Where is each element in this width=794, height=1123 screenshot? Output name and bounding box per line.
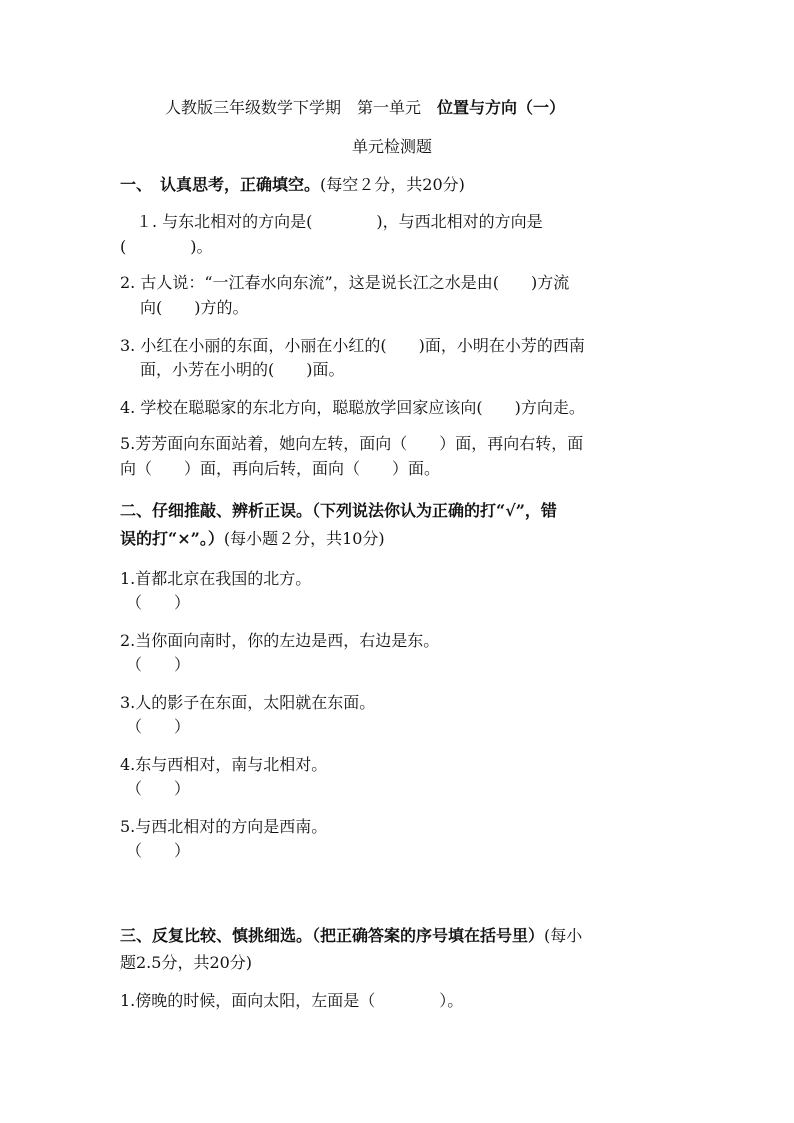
s1-q4-line1: 4. 学校在聪聪家的东北方向，聪聪放学回家应该向( )方向走。 [120,398,585,417]
s2-item-text: 4.东与西相对，南与北相对。 [120,755,328,774]
title-text: 人教版三年级数学下学期 第一单元 [165,98,438,117]
section1-heading-note: (每空２分，共20分) [320,175,465,194]
s1-q3-line1: 3. 小红在小丽的东面，小丽在小红的( )面，小明在小芳的西南 [120,336,585,355]
section2-heading-title: 误的打“×”。） [120,529,224,548]
s1-q5-line1: 5.芳芳面向东面站着，她向左转，面向（ ）面，再向右转，面 [120,434,584,453]
section2-heading-line1: 二、仔细推敲、辨析正误。（下列说法你认为正确的打“√”，错 [120,501,557,520]
s2-item-text: 1.首都北京在我国的北方。 [120,569,312,588]
s1-q1-line1: １. 与东北相对的方向是( )，与西北相对的方向是 [136,212,543,231]
section1-heading [120,174,465,196]
section2-heading-note: (每小题２分，共10分) [223,529,385,548]
s2-item-text: 3.人的影子在东面，太阳就在东面。 [120,693,376,712]
document-subtitle: 单元检测题 [352,137,433,156]
s2-item-blank: （ ） [126,655,191,674]
s1-q2-line2: 向( )方的。 [140,298,249,317]
s2-item-text: 5.与西北相对的方向是西南。 [120,817,328,836]
s3-q1-line1: 1.傍晚的时候，面向太阳，左面是（ ）。 [120,991,464,1010]
s1-q3-line2: 面，小芳在小明的( )面。 [140,360,345,379]
s1-q1-line2: ( )。 [120,237,213,256]
s1-q5-line2: 向（ ）面，再向后转，面向（ ）面。 [120,459,441,478]
document-title [165,97,565,119]
s2-item-text: 2.当你面向南时，你的左边是西，右边是东。 [120,631,440,650]
s2-item-blank: （ ） [126,841,191,860]
section3-heading-line2: 题2.5分，共20分) [120,953,253,972]
title-topic: 位置与方向（一） [437,98,566,117]
section3-heading-title: 三、反复比较、慎挑细选。（把正确答案的序号填在括号里） [120,926,545,945]
s2-item-blank: （ ） [126,593,191,612]
section1-heading-title: 一、 认真思考，正确填空。 [120,175,321,194]
section3-heading-note: (每小 [544,926,583,945]
s1-q2-line1: 2. 古人说：“一江春水向东流”，这是说长江之水是由( )方流 [120,273,570,292]
section3-heading-line1 [120,925,582,947]
section2-heading-line2 [120,528,385,550]
s2-item-blank: （ ） [126,717,191,736]
s2-item-blank: （ ） [126,779,191,798]
